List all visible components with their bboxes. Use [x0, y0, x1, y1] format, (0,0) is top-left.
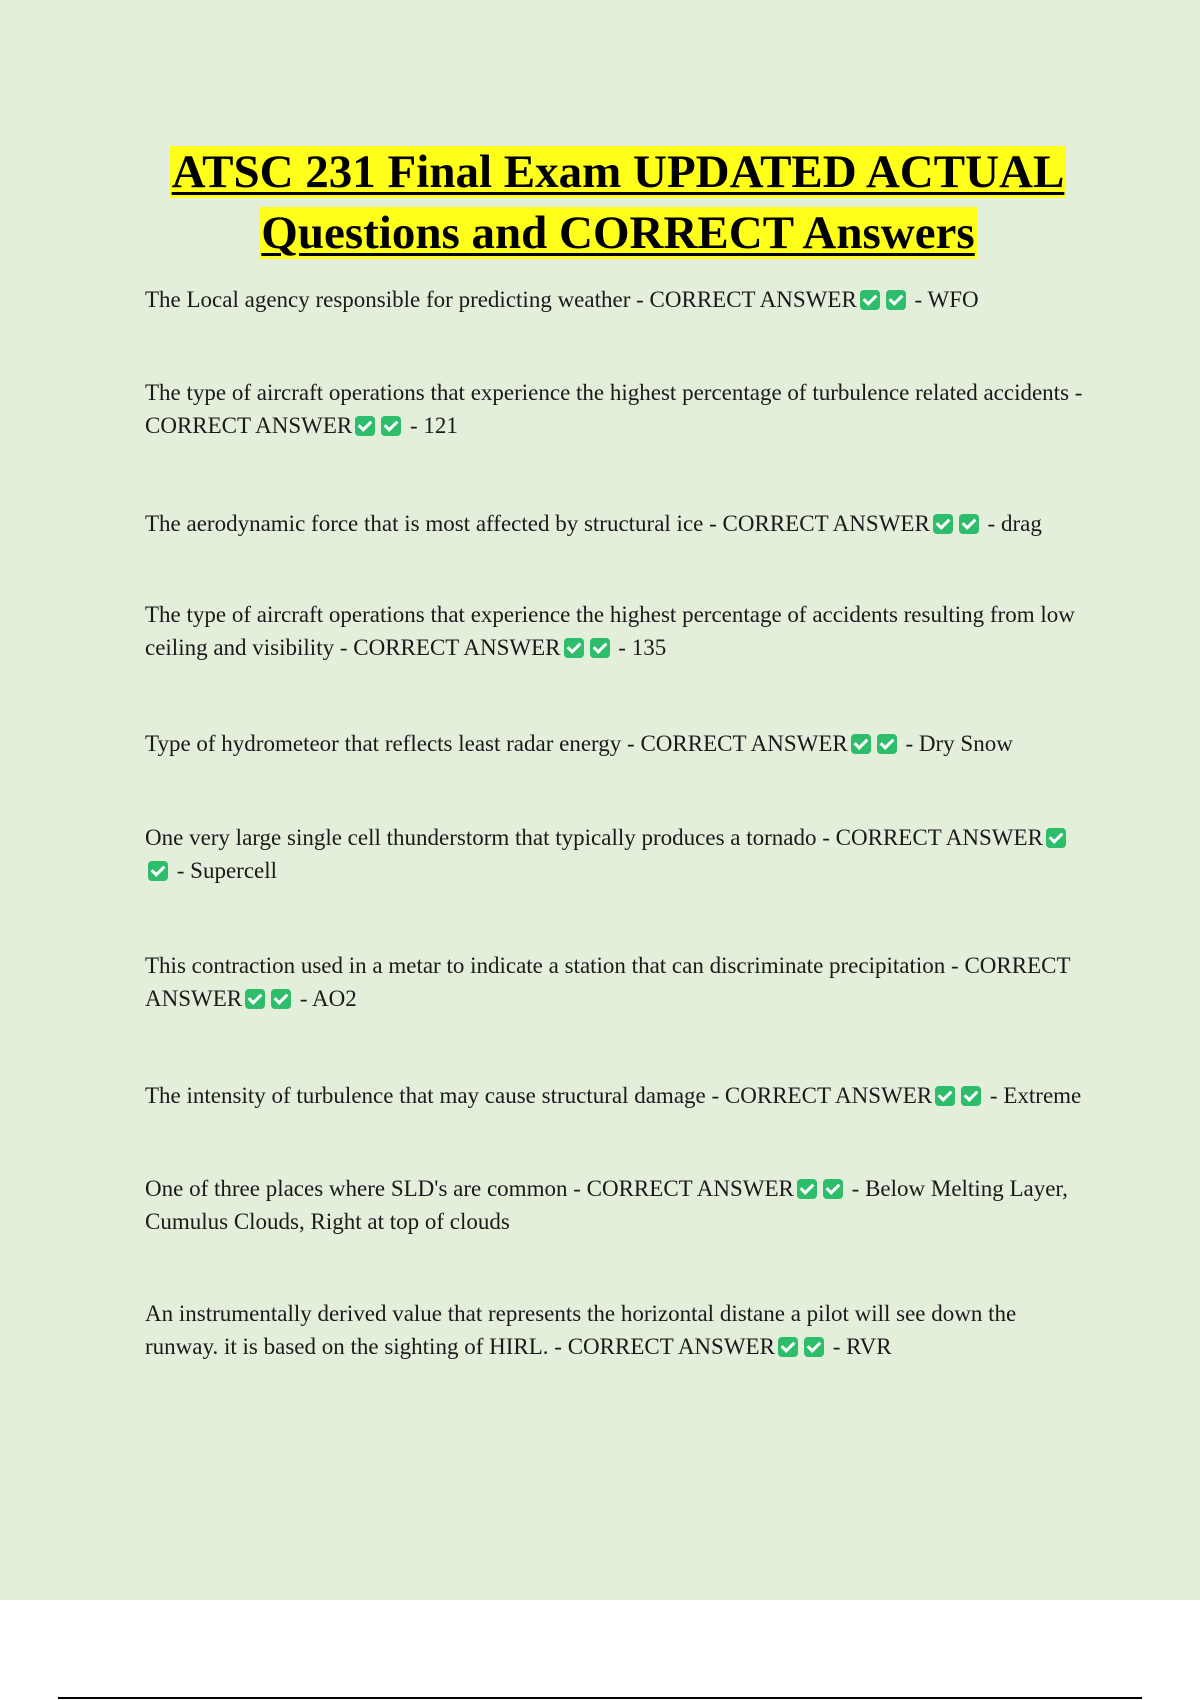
answer-marker: CORRECT ANSWER — [145, 413, 353, 438]
qa-item: The type of aircraft operations that experience the highest percentage of accidents resulting from low ceiling and visibility - CORRECT ANSWER - 135 — [145, 602, 1075, 660]
qa-item: The aerodynamic force that is most affected by structural ice - CORRECT ANSWER - drag — [145, 511, 1042, 536]
answer-text: Extreme — [1003, 1083, 1082, 1108]
check-mark-icon — [860, 290, 880, 310]
answer-marker: CORRECT ANSWER — [353, 635, 561, 660]
answer-marker: CORRECT ANSWER — [145, 953, 1071, 1011]
check-mark-icon — [797, 1179, 817, 1199]
question-text: The type of aircraft operations that experience the highest percentage of turbulence related accidents — [145, 380, 1070, 405]
answer-marker: CORRECT ANSWER — [835, 825, 1043, 850]
answer-text: Dry Snow — [918, 731, 1013, 756]
check-mark-icon — [851, 734, 871, 754]
check-mark-icon — [245, 989, 265, 1009]
check-mark-icon — [590, 638, 610, 658]
answer-marker: CORRECT ANSWER — [567, 1334, 775, 1359]
check-mark-icon — [381, 416, 401, 436]
check-mark-icon — [355, 416, 375, 436]
check-mark-icon — [778, 1337, 798, 1357]
qa-list — [145, 283, 1090, 1363]
question-text: This contraction used in a metar to indicate a station that can discriminate precipitation — [145, 953, 946, 978]
check-mark-icon — [877, 734, 897, 754]
qa-item: The type of aircraft operations that experience the highest percentage of turbulence related accidents - CORRECT ANSWER - 121 — [145, 380, 1083, 438]
answer-marker: CORRECT ANSWER — [586, 1176, 794, 1201]
question-text: The aerodynamic force that is most affected by structural ice — [145, 511, 704, 536]
qa-item: The Local agency responsible for predicting weather - CORRECT ANSWER - WFO — [145, 287, 979, 312]
footer-divider — [58, 1697, 1142, 1699]
answer-marker: CORRECT ANSWER — [724, 1083, 933, 1108]
check-mark-icon — [564, 638, 584, 658]
qa-item: The intensity of turbulence that may cause structural damage - CORRECT ANSWER - Extreme — [145, 1083, 1082, 1108]
question-text: One very large single cell thunderstorm that typically produces a tornado — [145, 825, 817, 850]
check-mark-icon — [961, 1086, 981, 1106]
question-text: Type of hydrometeor that reflects least radar energy — [145, 731, 622, 756]
answer-marker: CORRECT ANSWER — [649, 287, 857, 312]
check-mark-icon — [271, 989, 291, 1009]
document-title — [60, 142, 1176, 264]
qa-item: This contraction used in a metar to indicate a station that can discriminate precipitation - CORRECT ANSWER - AO2 — [145, 953, 1071, 1011]
check-mark-icon — [886, 290, 906, 310]
qa-item: Type of hydrometeor that reflects least radar energy - CORRECT ANSWER - Dry Snow — [145, 731, 1013, 756]
answer-text: WFO — [927, 287, 979, 312]
check-mark-icon — [933, 514, 953, 534]
check-mark-icon — [959, 514, 979, 534]
question-text: One of three places where SLD's are common — [145, 1176, 568, 1201]
answer-text: drag — [1000, 511, 1042, 536]
check-mark-icon — [1046, 828, 1066, 848]
check-mark-icon — [148, 861, 168, 881]
question-text: The Local agency responsible for predicting weather — [145, 287, 631, 312]
answer-text: 121 — [423, 413, 458, 438]
question-text: The intensity of turbulence that may cause structural damage — [145, 1083, 706, 1108]
answer-marker: CORRECT ANSWER — [722, 511, 930, 536]
answer-marker: CORRECT ANSWER — [640, 731, 848, 756]
answer-text: 135 — [631, 635, 667, 660]
answer-text: Supercell — [190, 858, 278, 883]
question-text: An instrumentally derived value that represents the horizontal distane a pilot will see down the runway. it is based on the sighting of HIRL. — [145, 1301, 1017, 1359]
check-mark-icon — [935, 1086, 955, 1106]
question-text: The type of aircraft operations that experience the highest percentage of accidents resulting from low ceiling and visibility — [145, 602, 1075, 660]
answer-text: Below Melting Layer, Cumulus Clouds, Right at top of clouds — [145, 1176, 1068, 1234]
title-line-2: Questions and CORRECT Answers — [261, 207, 975, 259]
qa-item: One very large single cell thunderstorm that typically produces a tornado - CORRECT ANSWER - Supercell — [145, 821, 1090, 887]
qa-item: An instrumentally derived value that represents the horizontal distane a pilot will see down the runway. it is based on the sighting of HIRL. - CORRECT ANSWER - RVR — [145, 1301, 1017, 1359]
check-mark-icon — [823, 1179, 843, 1199]
answer-text: AO2 — [312, 986, 357, 1011]
qa-item: One of three places where SLD's are common - CORRECT ANSWER - Below Melting Layer, Cumulus Clouds, Right at top of clouds — [145, 1176, 1068, 1234]
answer-text: RVR — [846, 1334, 892, 1359]
title-line-1: ATSC 231 Final Exam UPDATED ACTUAL — [171, 146, 1065, 198]
check-mark-icon — [804, 1337, 824, 1357]
